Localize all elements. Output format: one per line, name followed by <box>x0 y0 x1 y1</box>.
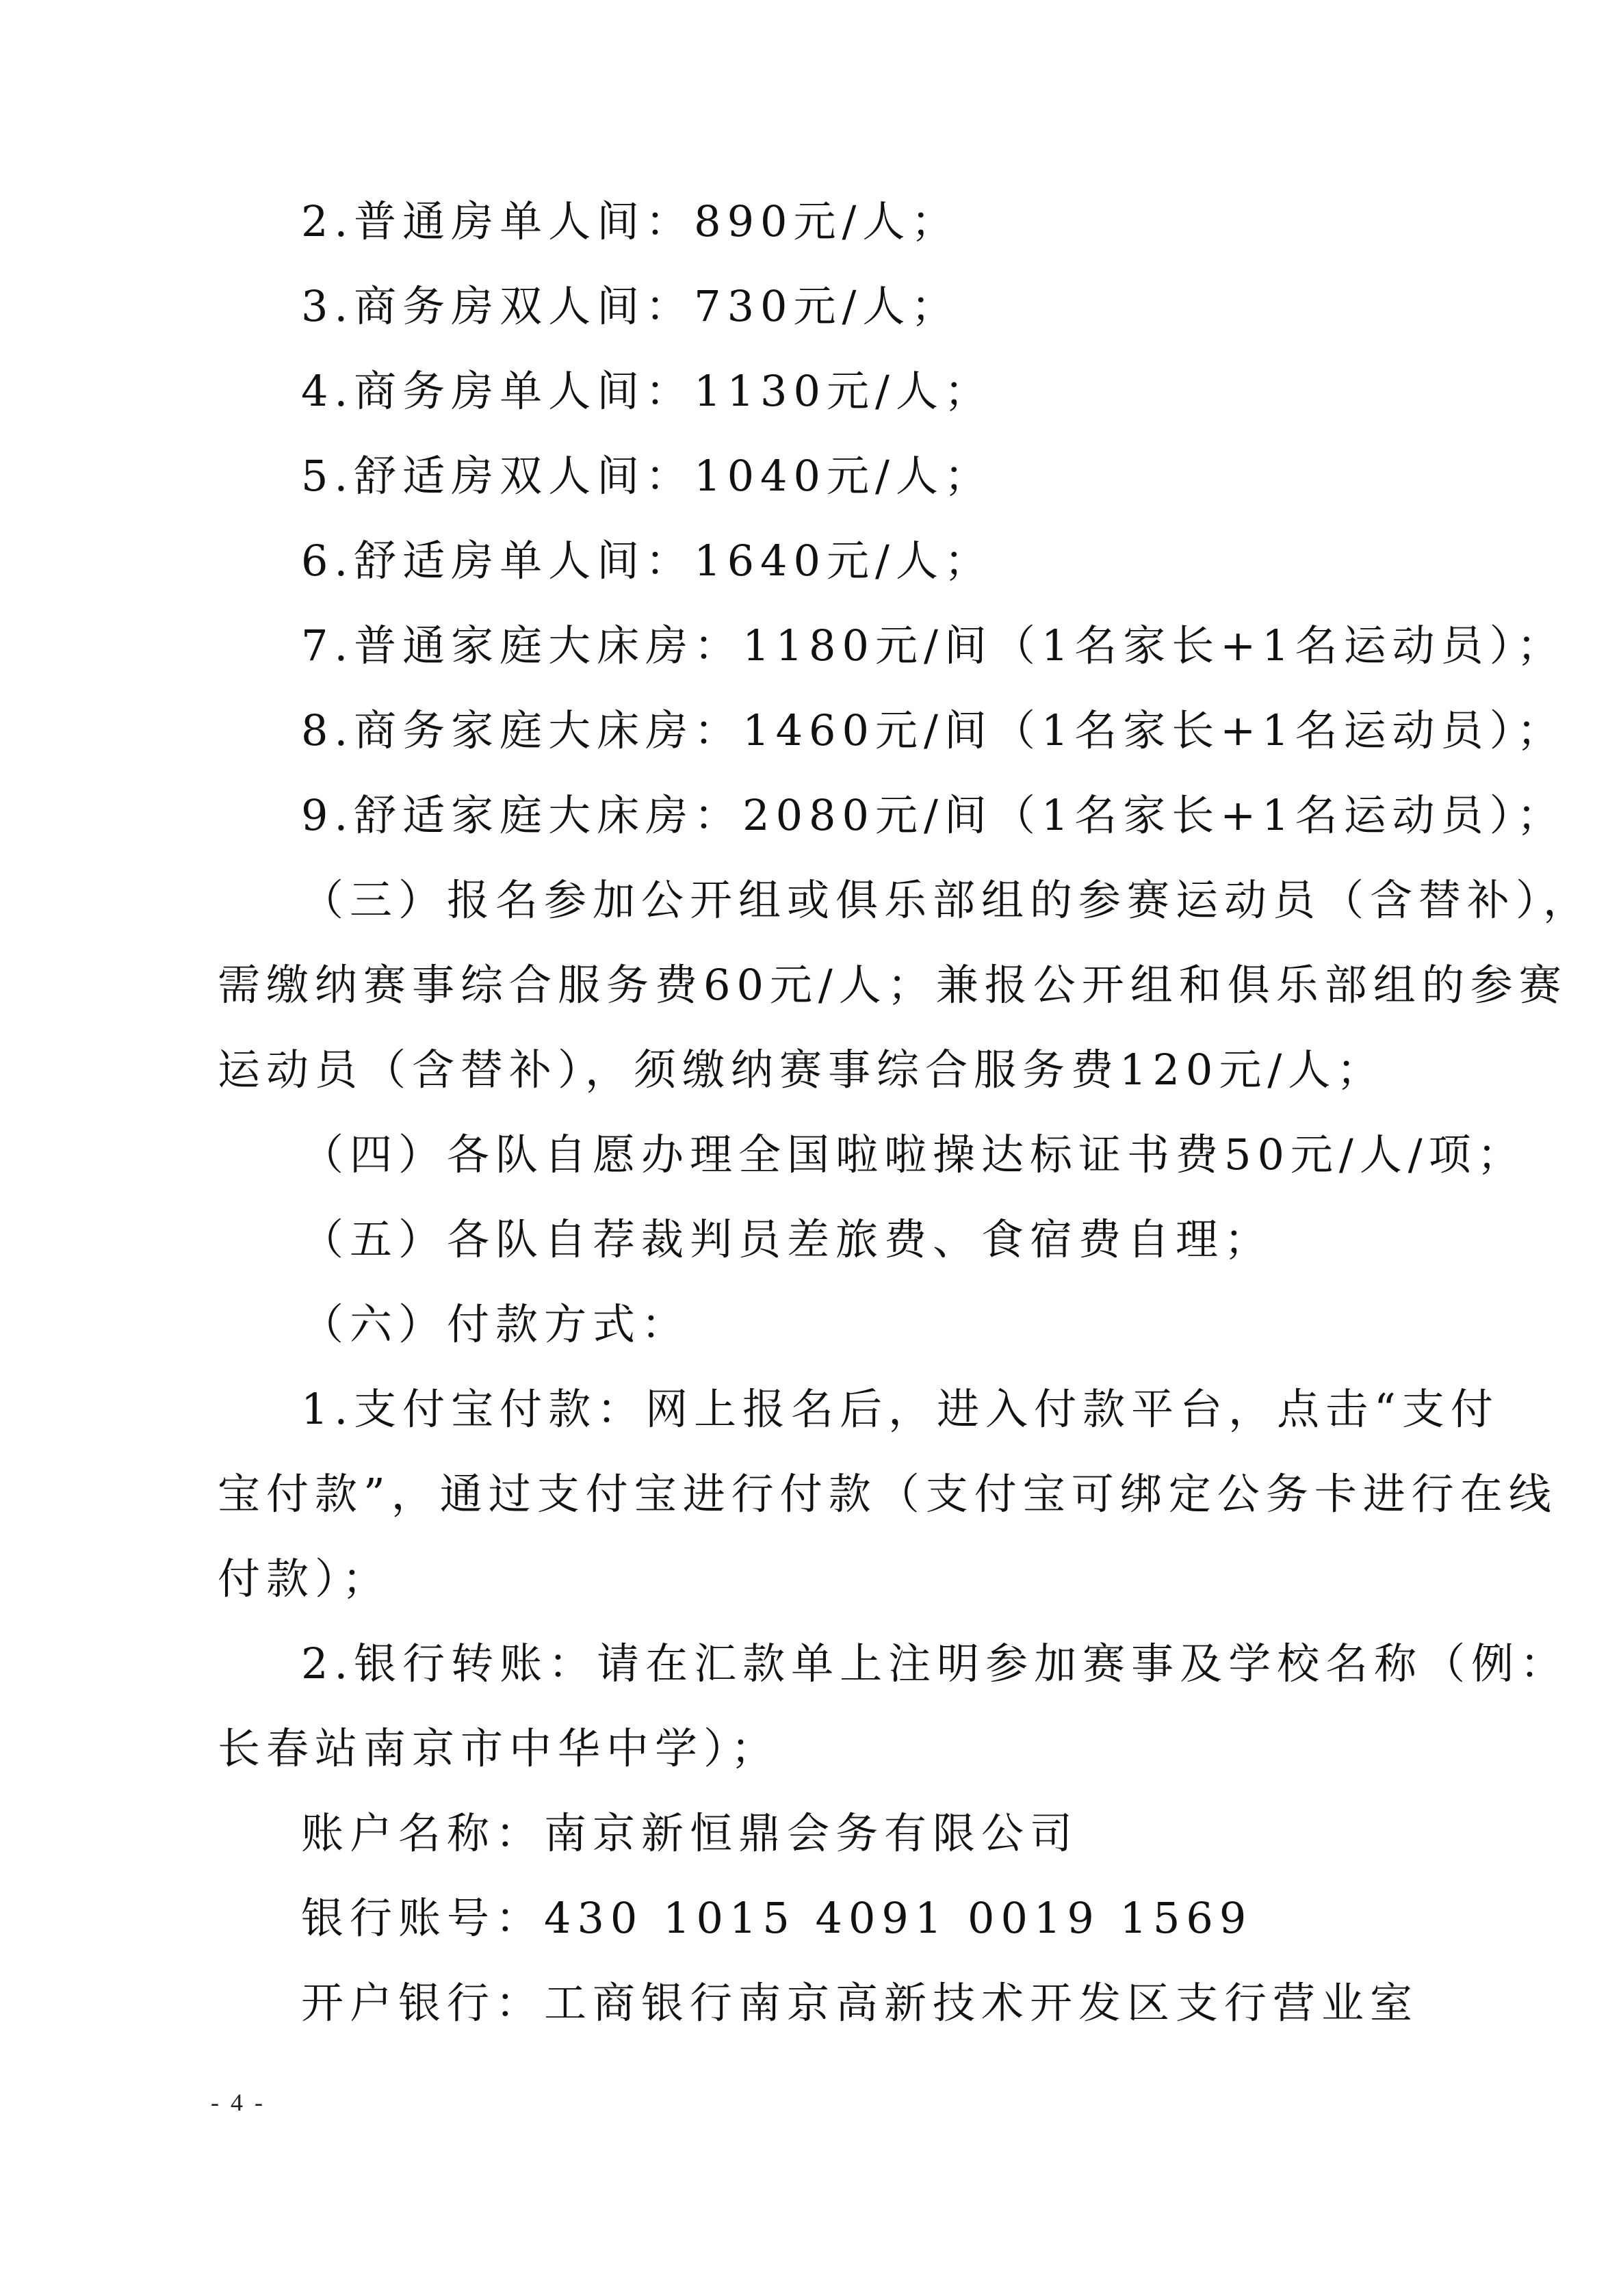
text-line: 宝付款”，通过支付宝进行付款（支付宝可绑定公务卡进行在线 <box>218 1469 1557 1519</box>
text-line: 7.普通家庭大床房：1180元/间（1名家长+1名运动员）； <box>301 621 1566 670</box>
text-line: 6.舒适房单人间：1640元/人； <box>301 536 993 586</box>
text-line: （六）付款方式： <box>301 1299 690 1349</box>
page-number: - 4 - <box>211 2089 265 2116</box>
text-line: 9.舒适家庭大床房：2080元/间（1名家长+1名运动员）； <box>301 790 1566 840</box>
text-line: 2.银行转账：请在汇款单上注明参加赛事及学校名称（例： <box>301 1639 1569 1688</box>
text-line: 运动员（含替补），须缴纳赛事综合服务费120元/人； <box>218 1045 1386 1095</box>
text-line: 2.普通房单人间：890元/人； <box>301 196 960 246</box>
text-line: 1.支付宝付款：网上报名后，进入付款平台，点击“支付 <box>301 1384 1499 1434</box>
text-line: 3.商务房双人间：730元/人； <box>301 281 960 331</box>
text-line: 付款）； <box>218 1554 391 1604</box>
account-name-line: 账户名称：南京新恒鼎会务有限公司 <box>301 1808 1079 1858</box>
text-line: （五）各队自荐裁判员差旅费、食宿费自理； <box>301 1214 1273 1264</box>
bank-branch-line: 开户银行：工商银行南京高新技术开发区支行营业室 <box>301 1978 1419 2028</box>
text-line: 4.商务房单人间：1130元/人； <box>301 366 993 416</box>
bank-account-number-line: 银行账号：430 1015 4091 0019 1569 <box>301 1893 1253 1943</box>
text-line: （四）各队自愿办理全国啦啦操达标证书费50元/人/项； <box>301 1130 1526 1179</box>
text-line: 5.舒适房双人间：1040元/人； <box>301 451 993 501</box>
text-line: （三）报名参加公开组或俱乐部组的参赛运动员（含替补）， <box>301 875 1592 925</box>
document-body <box>218 179 1592 2046</box>
text-line: 8.商务家庭大床房：1460元/间（1名家长+1名运动员）； <box>301 705 1566 755</box>
text-line: 需缴纳赛事综合服务费60元/人；兼报公开组和俱乐部组的参赛 <box>218 960 1568 1010</box>
text-line: 长春站南京市中华中学）； <box>218 1723 780 1773</box>
